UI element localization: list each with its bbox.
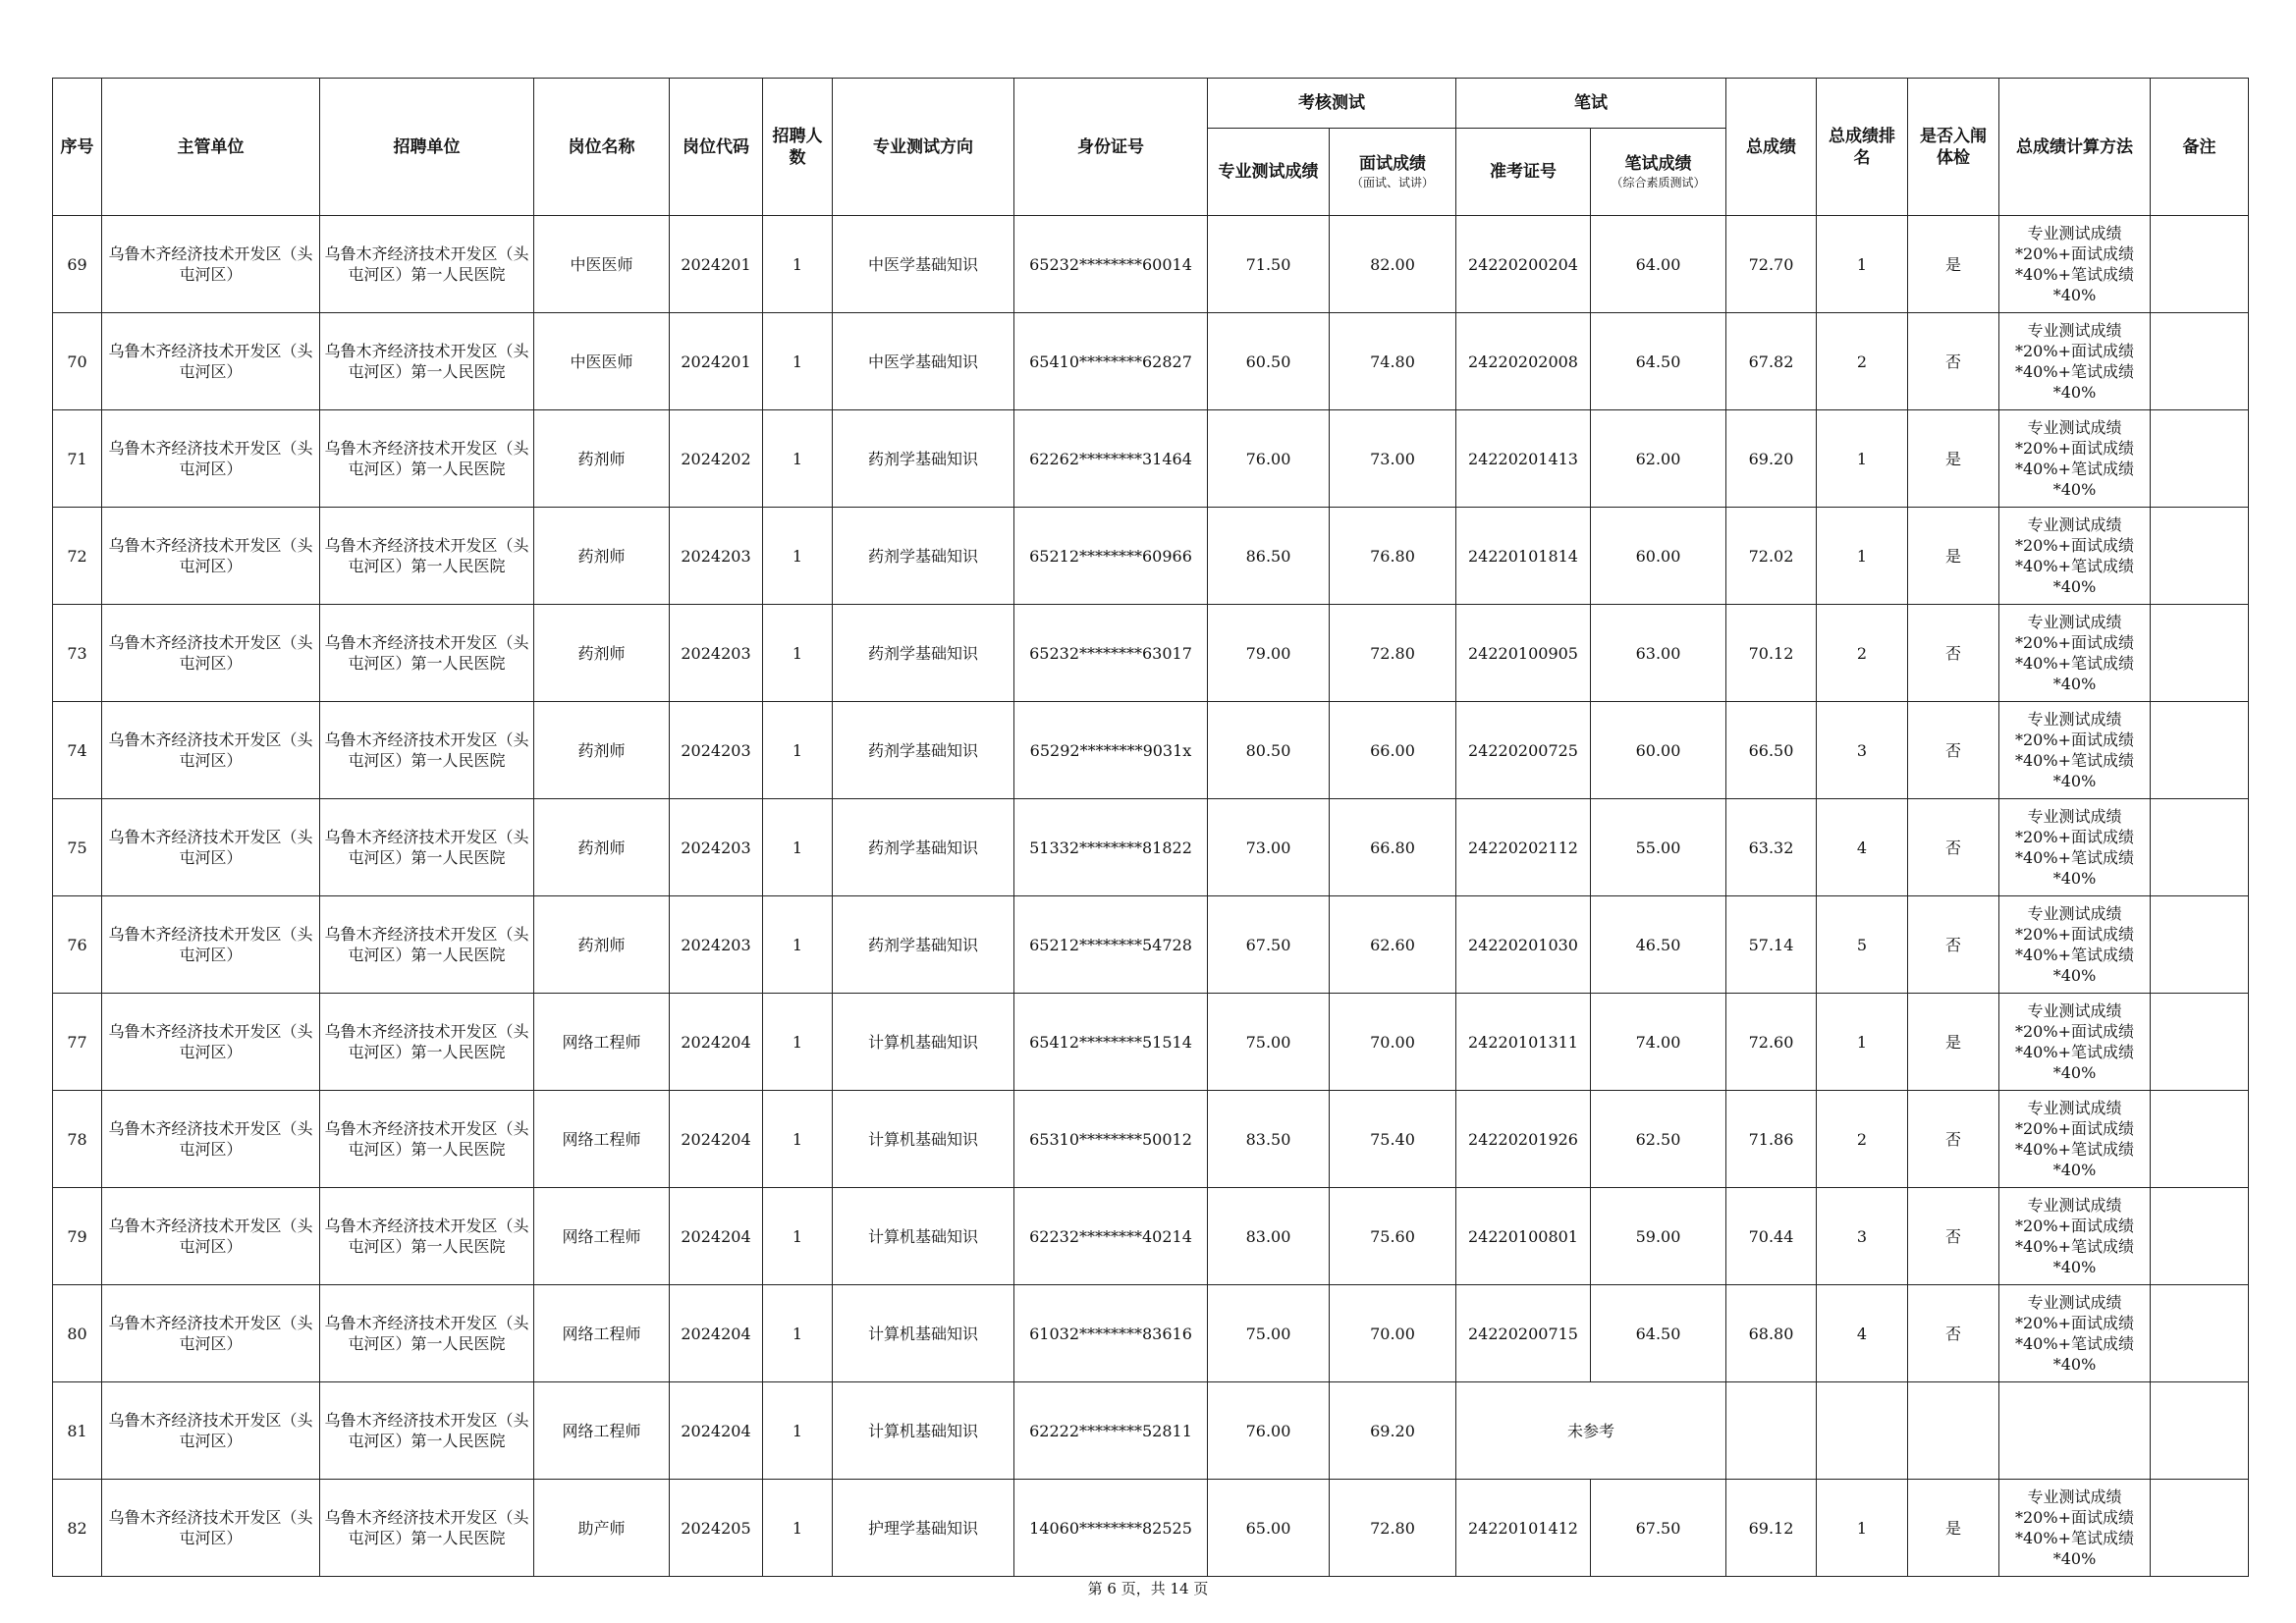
cell-note [2151,1480,2249,1577]
header-written [1591,129,1726,216]
cell-written: 60.00 [1591,508,1726,605]
cell-unit: 乌鲁木齐经济技术开发区（头屯河区）第一人民医院 [320,896,534,994]
cell-method: 专业测试成绩*20%+面试成绩*40%+笔试成绩*40% [1999,1091,2151,1188]
cell-exam: 是 [1908,216,1999,313]
cell-ticket: 24220101412 [1456,1480,1591,1577]
cell-total: 68.80 [1726,1285,1817,1382]
cell-total: 69.20 [1726,410,1817,508]
cell-post-code: 2024204 [670,1382,763,1480]
cell-seq: 73 [53,605,102,702]
cell-total: 71.86 [1726,1091,1817,1188]
cell-pro-score: 67.50 [1208,896,1330,994]
header-interview-sub: （面试、试讲） [1350,176,1434,189]
cell-ticket: 24220101814 [1456,508,1591,605]
cell-written: 55.00 [1591,799,1726,896]
cell-method: 专业测试成绩*20%+面试成绩*40%+笔试成绩*40% [1999,1188,2151,1285]
cell-direction: 计算机基础知识 [833,1285,1014,1382]
cell-total: 72.60 [1726,994,1817,1091]
cell-post-code: 2024201 [670,216,763,313]
cell-pro-score: 83.00 [1208,1188,1330,1285]
table-row [53,1091,2249,1188]
cell-note [2151,1285,2249,1382]
cell-seq: 81 [53,1382,102,1480]
header-id-no: 身份证号 [1014,79,1208,216]
cell-id-no: 14060********82525 [1014,1480,1208,1577]
cell-rank: 1 [1817,1480,1908,1577]
cell-count: 1 [763,1285,833,1382]
cell-note [2151,1188,2249,1285]
cell-dept: 乌鲁木齐经济技术开发区（头屯河区） [102,994,320,1091]
cell-method: 专业测试成绩*20%+面试成绩*40%+笔试成绩*40% [1999,896,2151,994]
cell-written: 74.00 [1591,994,1726,1091]
cell-total: 63.32 [1726,799,1817,896]
cell-post-name: 网络工程师 [534,994,670,1091]
cell-seq: 75 [53,799,102,896]
cell-count: 1 [763,1382,833,1480]
cell-dept: 乌鲁木齐经济技术开发区（头屯河区） [102,410,320,508]
table-row [53,896,2249,994]
cell-dept: 乌鲁木齐经济技术开发区（头屯河区） [102,799,320,896]
cell-direction: 药剂学基础知识 [833,702,1014,799]
cell-dept: 乌鲁木齐经济技术开发区（头屯河区） [102,1188,320,1285]
cell-seq: 79 [53,1188,102,1285]
cell-written: 64.50 [1591,1285,1726,1382]
cell-exam: 否 [1908,799,1999,896]
cell-count: 1 [763,896,833,994]
cell-total: 57.14 [1726,896,1817,994]
cell-id-no: 61032********83616 [1014,1285,1208,1382]
table-row [53,702,2249,799]
cell-ticket: 24220201926 [1456,1091,1591,1188]
cell-post-code: 2024205 [670,1480,763,1577]
cell-total: 67.82 [1726,313,1817,410]
page-footer: 第 6 页，共 14 页 [1087,1580,1209,1597]
cell-written: 64.50 [1591,313,1726,410]
cell-exam: 是 [1908,994,1999,1091]
cell-rank: 1 [1817,216,1908,313]
cell-post-code: 2024202 [670,410,763,508]
cell-written: 62.50 [1591,1091,1726,1188]
cell-exam: 否 [1908,896,1999,994]
cell-unit: 乌鲁木齐经济技术开发区（头屯河区）第一人民医院 [320,994,534,1091]
header-total: 总成绩 [1726,79,1817,216]
cell-count: 1 [763,410,833,508]
cell-note [2151,1382,2249,1480]
cell-total: 72.02 [1726,508,1817,605]
cell-exam: 否 [1908,605,1999,702]
cell-dept: 乌鲁木齐经济技术开发区（头屯河区） [102,1480,320,1577]
table-header [53,79,2249,216]
cell-post-code: 2024203 [670,799,763,896]
table-row [53,508,2249,605]
cell-dept: 乌鲁木齐经济技术开发区（头屯河区） [102,313,320,410]
cell-direction: 药剂学基础知识 [833,410,1014,508]
cell-post-code: 2024203 [670,605,763,702]
cell-dept: 乌鲁木齐经济技术开发区（头屯河区） [102,896,320,994]
cell-method: 专业测试成绩*20%+面试成绩*40%+笔试成绩*40% [1999,605,2151,702]
cell-method: 专业测试成绩*20%+面试成绩*40%+笔试成绩*40% [1999,508,2151,605]
cell-seq: 70 [53,313,102,410]
results-table [52,78,2249,1577]
cell-direction: 药剂学基础知识 [833,799,1014,896]
cell-ticket: 24220101311 [1456,994,1591,1091]
cell-pro-score: 76.00 [1208,1382,1330,1480]
cell-post-name: 药剂师 [534,410,670,508]
cell-rank: 2 [1817,605,1908,702]
cell-written: 67.50 [1591,1480,1726,1577]
cell-unit: 乌鲁木齐经济技术开发区（头屯河区）第一人民医院 [320,799,534,896]
cell-note [2151,410,2249,508]
cell-post-name: 药剂师 [534,702,670,799]
cell-exam: 是 [1908,410,1999,508]
header-unit: 招聘单位 [320,79,534,216]
cell-ticket: 24220100905 [1456,605,1591,702]
cell-method: 专业测试成绩*20%+面试成绩*40%+笔试成绩*40% [1999,216,2151,313]
cell-exam: 否 [1908,1188,1999,1285]
cell-direction: 药剂学基础知识 [833,508,1014,605]
cell-post-name: 网络工程师 [534,1285,670,1382]
cell-pro-score: 73.00 [1208,799,1330,896]
cell-rank: 2 [1817,1091,1908,1188]
header-note: 备注 [2151,79,2249,216]
header-written-group: 笔试 [1456,79,1726,129]
table-row [53,994,2249,1091]
cell-id-no: 65212********54728 [1014,896,1208,994]
cell-direction: 计算机基础知识 [833,1382,1014,1480]
cell-note [2151,1091,2249,1188]
table-row [53,799,2249,896]
cell-post-name: 网络工程师 [534,1091,670,1188]
cell-interview: 75.60 [1330,1188,1456,1285]
header-dept: 主管单位 [102,79,320,216]
cell-seq: 74 [53,702,102,799]
cell-exam: 是 [1908,1480,1999,1577]
cell-pro-score: 80.50 [1208,702,1330,799]
table-row [53,1480,2249,1577]
cell-unit: 乌鲁木齐经济技术开发区（头屯河区）第一人民医院 [320,508,534,605]
cell-count: 1 [763,605,833,702]
cell-seq: 80 [53,1285,102,1382]
cell-method: 专业测试成绩*20%+面试成绩*40%+笔试成绩*40% [1999,313,2151,410]
cell-exam: 是 [1908,508,1999,605]
cell-method: 专业测试成绩*20%+面试成绩*40%+笔试成绩*40% [1999,702,2151,799]
cell-seq: 76 [53,896,102,994]
header-seq: 序号 [53,79,102,216]
cell-direction: 计算机基础知识 [833,1091,1014,1188]
cell-note [2151,313,2249,410]
cell-ticket: 24220200204 [1456,216,1591,313]
cell-dept: 乌鲁木齐经济技术开发区（头屯河区） [102,605,320,702]
header-assess-group: 考核测试 [1208,79,1456,129]
cell-id-no: 65310********50012 [1014,1091,1208,1188]
cell-interview: 73.00 [1330,410,1456,508]
cell-seq: 72 [53,508,102,605]
cell-interview: 72.80 [1330,605,1456,702]
cell-rank: 3 [1817,1188,1908,1285]
table-row [53,410,2249,508]
cell-unit: 乌鲁木齐经济技术开发区（头屯河区）第一人民医院 [320,410,534,508]
header-written-label: 笔试成绩 [1624,154,1692,174]
cell-interview: 69.20 [1330,1382,1456,1480]
cell-id-no: 62262********31464 [1014,410,1208,508]
cell-method [1999,1382,2151,1480]
cell-method: 专业测试成绩*20%+面试成绩*40%+笔试成绩*40% [1999,410,2151,508]
cell-direction: 护理学基础知识 [833,1480,1014,1577]
cell-post-name: 网络工程师 [534,1382,670,1480]
table-row [53,313,2249,410]
cell-id-no: 51332********81822 [1014,799,1208,896]
cell-count: 1 [763,508,833,605]
cell-total [1726,1382,1817,1480]
cell-unit: 乌鲁木齐经济技术开发区（头屯河区）第一人民医院 [320,313,534,410]
cell-pro-score: 86.50 [1208,508,1330,605]
cell-method: 专业测试成绩*20%+面试成绩*40%+笔试成绩*40% [1999,1285,2151,1382]
cell-method: 专业测试成绩*20%+面试成绩*40%+笔试成绩*40% [1999,1480,2151,1577]
cell-interview: 74.80 [1330,313,1456,410]
cell-interview: 76.80 [1330,508,1456,605]
header-method: 总成绩计算方法 [1999,79,2151,216]
header-exam: 是否入闱体检 [1908,79,1999,216]
cell-rank: 3 [1817,702,1908,799]
cell-rank: 4 [1817,1285,1908,1382]
header-count: 招聘人数 [763,79,833,216]
cell-note [2151,799,2249,896]
cell-direction: 药剂学基础知识 [833,896,1014,994]
header-written-sub: （综合素质测试） [1611,176,1706,189]
cell-post-code: 2024203 [670,702,763,799]
cell-seq: 78 [53,1091,102,1188]
cell-id-no: 65212********60966 [1014,508,1208,605]
cell-exam: 否 [1908,702,1999,799]
cell-interview: 66.80 [1330,799,1456,896]
cell-written: 46.50 [1591,896,1726,994]
cell-written: 63.00 [1591,605,1726,702]
cell-seq: 77 [53,994,102,1091]
cell-seq: 69 [53,216,102,313]
cell-interview: 62.60 [1330,896,1456,994]
cell-id-no: 62232********40214 [1014,1188,1208,1285]
cell-total: 66.50 [1726,702,1817,799]
cell-post-code: 2024204 [670,1188,763,1285]
cell-post-code: 2024204 [670,1285,763,1382]
cell-unit: 乌鲁木齐经济技术开发区（头屯河区）第一人民医院 [320,1285,534,1382]
cell-interview: 70.00 [1330,994,1456,1091]
cell-interview: 66.00 [1330,702,1456,799]
cell-interview: 70.00 [1330,1285,1456,1382]
cell-ticket: 24220200725 [1456,702,1591,799]
cell-pro-score: 65.00 [1208,1480,1330,1577]
cell-post-code: 2024201 [670,313,763,410]
cell-total: 72.70 [1726,216,1817,313]
cell-post-code: 2024204 [670,1091,763,1188]
cell-method: 专业测试成绩*20%+面试成绩*40%+笔试成绩*40% [1999,799,2151,896]
cell-count: 1 [763,799,833,896]
cell-dept: 乌鲁木齐经济技术开发区（头屯河区） [102,216,320,313]
cell-ticket: 24220201413 [1456,410,1591,508]
cell-post-code: 2024204 [670,994,763,1091]
cell-direction: 中医学基础知识 [833,216,1014,313]
cell-count: 1 [763,994,833,1091]
cell-exam: 否 [1908,1285,1999,1382]
header-post-code: 岗位代码 [670,79,763,216]
cell-post-name: 中医医师 [534,313,670,410]
cell-pro-score: 75.00 [1208,994,1330,1091]
cell-id-no: 65292********9031x [1014,702,1208,799]
cell-ticket: 24220201030 [1456,896,1591,994]
cell-method: 专业测试成绩*20%+面试成绩*40%+笔试成绩*40% [1999,994,2151,1091]
cell-total: 70.44 [1726,1188,1817,1285]
cell-rank: 5 [1817,896,1908,994]
table-body [53,216,2249,1577]
cell-written: 60.00 [1591,702,1726,799]
header-pro-score: 专业测试成绩 [1208,129,1330,216]
cell-count: 1 [763,1480,833,1577]
cell-exam [1908,1382,1999,1480]
cell-unit: 乌鲁木齐经济技术开发区（头屯河区）第一人民医院 [320,216,534,313]
cell-written: 59.00 [1591,1188,1726,1285]
header-direction: 专业测试方向 [833,79,1014,216]
cell-count: 1 [763,1188,833,1285]
cell-post-name: 助产师 [534,1480,670,1577]
cell-unit: 乌鲁木齐经济技术开发区（头屯河区）第一人民医院 [320,702,534,799]
cell-dept: 乌鲁木齐经济技术开发区（头屯河区） [102,1382,320,1480]
cell-count: 1 [763,216,833,313]
cell-post-name: 中医医师 [534,216,670,313]
cell-note [2151,216,2249,313]
cell-post-name: 药剂师 [534,799,670,896]
cell-id-no: 65412********51514 [1014,994,1208,1091]
table-row [53,1285,2249,1382]
cell-rank: 2 [1817,313,1908,410]
cell-id-no: 65410********62827 [1014,313,1208,410]
cell-rank: 1 [1817,994,1908,1091]
cell-post-name: 药剂师 [534,896,670,994]
header-interview [1330,129,1456,216]
cell-note [2151,508,2249,605]
cell-note [2151,994,2249,1091]
cell-exam: 否 [1908,313,1999,410]
header-post-name: 岗位名称 [534,79,670,216]
table-row [53,1188,2249,1285]
cell-post-code: 2024203 [670,508,763,605]
cell-note [2151,702,2249,799]
cell-pro-score: 60.50 [1208,313,1330,410]
cell-total: 70.12 [1726,605,1817,702]
cell-dept: 乌鲁木齐经济技术开发区（头屯河区） [102,1091,320,1188]
cell-direction: 计算机基础知识 [833,1188,1014,1285]
cell-direction: 计算机基础知识 [833,994,1014,1091]
cell-rank: 4 [1817,799,1908,896]
cell-dept: 乌鲁木齐经济技术开发区（头屯河区） [102,702,320,799]
cell-rank [1817,1382,1908,1480]
cell-pro-score: 83.50 [1208,1091,1330,1188]
cell-count: 1 [763,313,833,410]
cell-post-name: 药剂师 [534,605,670,702]
cell-seq: 71 [53,410,102,508]
cell-absent: 未参考 [1456,1382,1726,1480]
cell-pro-score: 76.00 [1208,410,1330,508]
cell-pro-score: 79.00 [1208,605,1330,702]
cell-post-name: 药剂师 [534,508,670,605]
cell-seq: 82 [53,1480,102,1577]
cell-note [2151,605,2249,702]
header-interview-label: 面试成绩 [1359,154,1426,174]
cell-interview: 75.40 [1330,1091,1456,1188]
cell-ticket: 24220100801 [1456,1188,1591,1285]
cell-written: 62.00 [1591,410,1726,508]
cell-unit: 乌鲁木齐经济技术开发区（头屯河区）第一人民医院 [320,1188,534,1285]
cell-direction: 药剂学基础知识 [833,605,1014,702]
cell-dept: 乌鲁木齐经济技术开发区（头屯河区） [102,508,320,605]
cell-unit: 乌鲁木齐经济技术开发区（头屯河区）第一人民医院 [320,1480,534,1577]
cell-ticket: 24220202008 [1456,313,1591,410]
cell-ticket: 24220202112 [1456,799,1591,896]
cell-count: 1 [763,702,833,799]
cell-id-no: 65232********60014 [1014,216,1208,313]
cell-rank: 1 [1817,410,1908,508]
cell-post-name: 网络工程师 [534,1188,670,1285]
cell-unit: 乌鲁木齐经济技术开发区（头屯河区）第一人民医院 [320,1091,534,1188]
cell-post-code: 2024203 [670,896,763,994]
cell-rank: 1 [1817,508,1908,605]
cell-count: 1 [763,1091,833,1188]
cell-interview: 82.00 [1330,216,1456,313]
cell-written: 64.00 [1591,216,1726,313]
cell-direction: 中医学基础知识 [833,313,1014,410]
cell-total: 69.12 [1726,1480,1817,1577]
cell-note [2151,896,2249,994]
table-row [53,605,2249,702]
header-ticket: 准考证号 [1456,129,1591,216]
cell-dept: 乌鲁木齐经济技术开发区（头屯河区） [102,1285,320,1382]
cell-pro-score: 71.50 [1208,216,1330,313]
table-row [53,1382,2249,1480]
cell-interview: 72.80 [1330,1480,1456,1577]
header-rank: 总成绩排名 [1817,79,1908,216]
cell-exam: 否 [1908,1091,1999,1188]
cell-unit: 乌鲁木齐经济技术开发区（头屯河区）第一人民医院 [320,1382,534,1480]
cell-id-no: 62222********52811 [1014,1382,1208,1480]
cell-ticket: 24220200715 [1456,1285,1591,1382]
cell-unit: 乌鲁木齐经济技术开发区（头屯河区）第一人民医院 [320,605,534,702]
cell-pro-score: 75.00 [1208,1285,1330,1382]
table-row [53,216,2249,313]
cell-id-no: 65232********63017 [1014,605,1208,702]
